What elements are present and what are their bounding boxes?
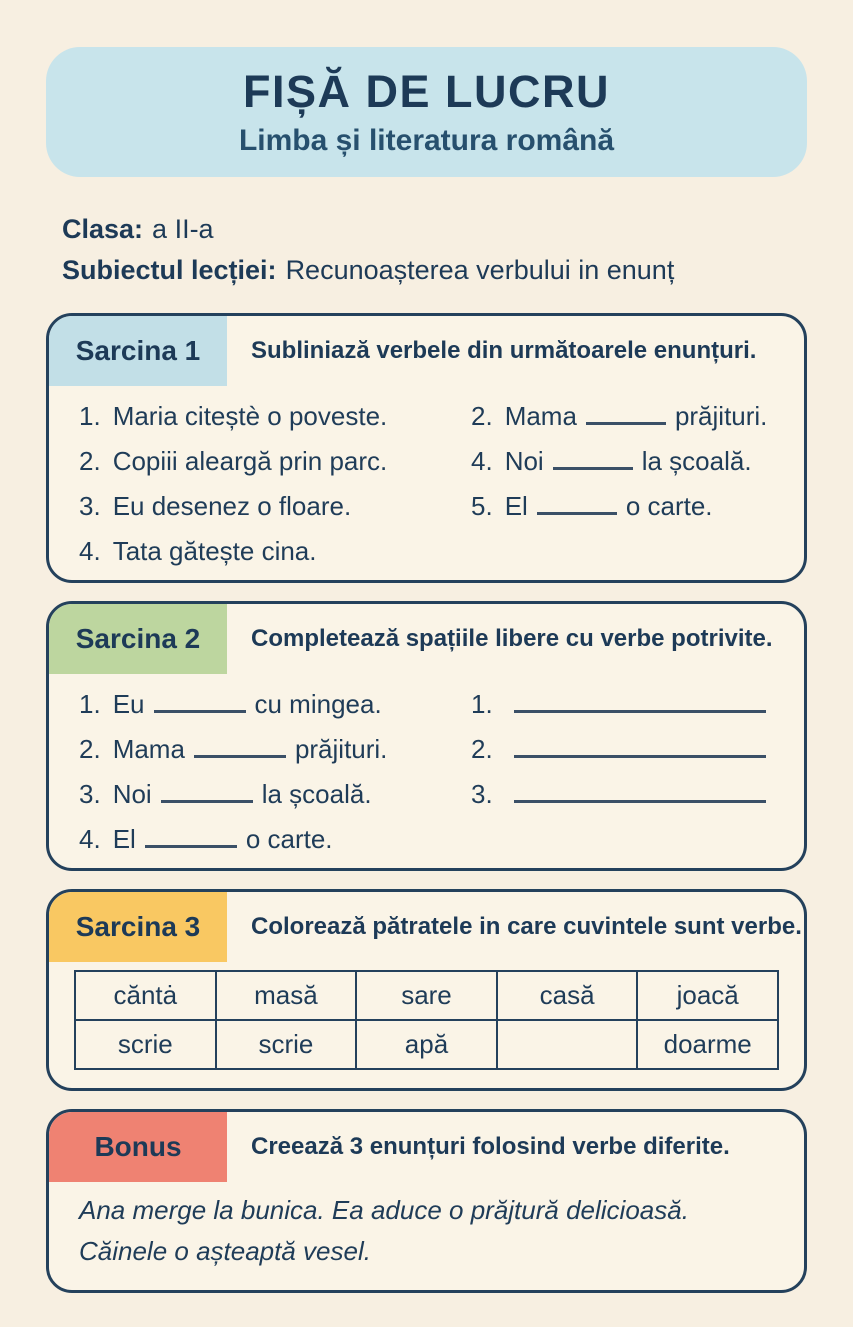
list-item [79, 484, 471, 529]
item-number: 3. [79, 779, 101, 809]
task1-left-column [79, 394, 471, 574]
task1-right-column [471, 394, 804, 574]
task2-left-column [79, 682, 471, 862]
blank-line [514, 755, 766, 758]
class-value: a II-a [152, 214, 214, 244]
blank-line [514, 710, 766, 713]
item-text: prăjituri. [674, 401, 768, 431]
task-card-sarcina-3 [46, 889, 807, 1091]
item-text: Eu [112, 689, 145, 719]
item-number: 2. [79, 734, 101, 764]
task3-header [49, 892, 804, 962]
list-item [79, 817, 471, 862]
list-item [471, 439, 804, 484]
subject-label: Subiectul lecției: [62, 255, 277, 285]
item-number: 4. [471, 446, 493, 476]
blank-line [553, 467, 633, 470]
bonus-card [46, 1109, 807, 1293]
bonus-example [49, 1182, 804, 1290]
list-item [471, 727, 804, 772]
task1-header [49, 316, 804, 386]
task2-right-column [471, 682, 804, 862]
blank-line [537, 512, 617, 515]
item-number: 5. [471, 491, 493, 521]
task1-content [49, 386, 804, 580]
bonus-example-line: Ana merge la bunica. Ea aduce o prăjtură delicioasă. [79, 1195, 689, 1225]
bonus-instruction: Creează 3 enunțuri folosind verbe diferite. [251, 1133, 730, 1160]
word-table [74, 970, 779, 1070]
task3-label-badge: Sarcina 3 [49, 892, 227, 962]
item-text: El [504, 491, 528, 521]
item-text: Maria citeștè o poveste. [112, 401, 388, 431]
item-text: Copiii aleargă prin parc. [112, 446, 388, 476]
list-item [79, 772, 471, 817]
task2-header [49, 604, 804, 674]
item-text: Noi [504, 446, 544, 476]
item-number: 2. [471, 734, 493, 764]
item-text: Eu desenez o floare. [112, 491, 352, 521]
list-item [79, 529, 471, 574]
blank-line [194, 755, 286, 758]
item-text: Noi [112, 779, 152, 809]
table-cell: casă [497, 971, 638, 1020]
item-number: 1. [471, 689, 493, 719]
item-text: Tata gătește cina. [112, 536, 317, 566]
worksheet-title: FIȘĂ DE LUCRU [243, 66, 610, 117]
item-text: cu mingea. [254, 689, 382, 719]
item-text: prăjituri. [294, 734, 388, 764]
item-text: El [112, 824, 136, 854]
item-text: o carte. [625, 491, 713, 521]
task3-instruction: Colorează pătratele in care cuvintele sunt verbe. [251, 913, 802, 940]
item-text: o carte. [245, 824, 333, 854]
table-cell: masă [216, 971, 357, 1020]
list-item [471, 394, 804, 439]
table-cell [497, 1020, 638, 1069]
subject-line [62, 250, 807, 291]
task2-content [49, 674, 804, 868]
task-card-sarcina-1 [46, 313, 807, 583]
blank-line [514, 800, 766, 803]
item-number: 1. [79, 401, 101, 431]
item-number: 4. [79, 536, 101, 566]
list-item [471, 772, 804, 817]
lesson-meta [62, 209, 807, 291]
blank-line [161, 800, 253, 803]
list-item [79, 439, 471, 484]
table-row [75, 971, 778, 1020]
task-card-sarcina-2 [46, 601, 807, 871]
worksheet-page [0, 47, 853, 1327]
item-number: 2. [471, 401, 493, 431]
item-text: la școală. [641, 446, 752, 476]
item-number: 2. [79, 446, 101, 476]
subject-value: Recunoașterea verbului in enunț [285, 255, 675, 285]
blank-line [154, 710, 246, 713]
table-cell: apă [356, 1020, 497, 1069]
list-item [471, 682, 804, 727]
item-text: Mama [112, 734, 185, 764]
task1-instruction: Subliniază verbele din următoarele enunțuri. [251, 337, 757, 364]
task1-label-badge: Sarcina 1 [49, 316, 227, 386]
worksheet-header [46, 47, 807, 177]
bonus-label-badge: Bonus [49, 1112, 227, 1182]
task2-label-badge: Sarcina 2 [49, 604, 227, 674]
table-cell: scrie [75, 1020, 216, 1069]
class-line [62, 209, 807, 250]
table-cell: sare [356, 971, 497, 1020]
table-cell: scrie [216, 1020, 357, 1069]
worksheet-subtitle: Limba și literatura română [238, 124, 615, 157]
item-number: 3. [471, 779, 493, 809]
class-label: Clasa: [62, 214, 144, 244]
bonus-header [49, 1112, 804, 1182]
table-row [75, 1020, 778, 1069]
blank-line [586, 422, 666, 425]
item-text: la școală. [261, 779, 372, 809]
blank-line [145, 845, 237, 848]
bonus-example-line: Căinele o așteaptă vesel. [79, 1236, 371, 1266]
table-cell: joacă [637, 971, 778, 1020]
item-text: Mama [504, 401, 577, 431]
item-number: 4. [79, 824, 101, 854]
list-item [79, 727, 471, 772]
list-item [79, 394, 471, 439]
table-cell: căntȧ [75, 971, 216, 1020]
item-number: 3. [79, 491, 101, 521]
list-item [471, 484, 804, 529]
task2-instruction: Completează spațiile libere cu verbe potrivite. [251, 625, 773, 652]
table-cell: doarme [637, 1020, 778, 1069]
item-number: 1. [79, 689, 101, 719]
list-item [79, 682, 471, 727]
